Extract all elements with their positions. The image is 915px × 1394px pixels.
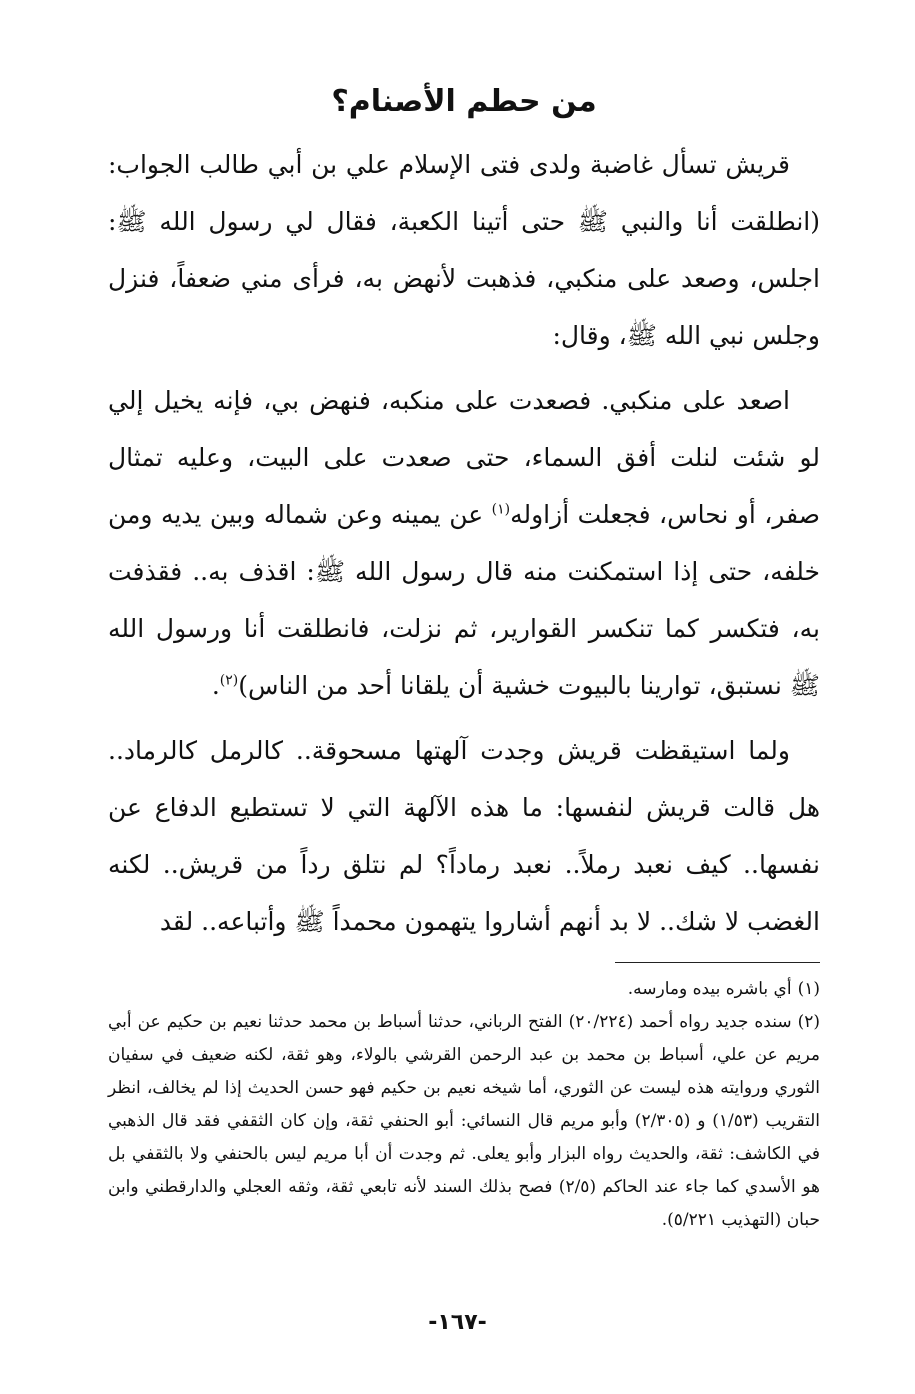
paragraph-3: ولما استيقظت قريش وجدت آلهتها مسحوقة.. كالرمل كالرماد.. هل قالت قريش لنفسها: ما هذه الآلهة التي لا تستطيع الدفاع عن نفسها.. كيف نعبد رملاً.. نعبد رماداً؟ لم نتلق رداً من قريش.. لكنه الغضب لا شك.. لا بد أنهم أشاروا يتهمون محمداً ﷺ وأتباعه.. لقد [108,736,820,936]
page-title: من حطم الأصنام؟ [331,84,597,119]
footnote-1 [108,973,820,1006]
paragraph-2-part-b: عن يمينه وعن شماله وبين يديه ومن خلفه، حتى إذا استمكنت منه قال رسول الله ﷺ: اقذف به.. فقذفت به، فتكسر كما تنكسر القوارير، ثم نزلت، فانطلقت أنا ورسول الله ﷺ نستبق، توارينا بالبيوت خشية أن يلقانا أحد من الناس) [108,500,820,700]
paragraph-2-part-a: اصعد على منكبي. فصعدت على منكبه، فنهض بي، فإنه يخيل إلي لو شئت لنلت أفق السماء، حتى صعدت على البيت، وعليه تمثال صفر، أو نحاس، فجعلت أزاوله [108,386,820,529]
footnote-mark-1: (١) [491,501,511,518]
footnote-2 [108,1006,820,1237]
footnote-2-text: سنده جديد رواه أحمد (٢٠/٢٢٤) الفتح الرباني، حدثنا أسباط بن محمد حدثنا نعيم بن حكيم عن أبي مريم عن علي، أسباط بن محمد بن عبد الرحمن القرشي بالولاء، وهو ثقة، لكنه ضعيف في سفيان الثوري وروايته هذه ليست عن الثوري، أما شيخه نعيم بن حكيم فهو حسن الحديث إذا لم يخالف، انظر التقريب (١/٥٣) و (٢/٣٠٥) وأبو مريم قال النسائي: أبو الحنفي ثقة، وإن كان الثقفي فقد قال الذهبي في الكاشف: ثقة، والحديث رواه البزار وأبو يعلى. ثم وجدت أن أبا مريم ليس بالحنفي ولا بالثقفي بل هو الأسدي كما جاء عند الحاكم (٢/٥) فصح بذلك السند لأنه تابعي ثقة، وثقه العجلي والدارقطني وابن حبان (التهذيب ٥/٢٢١). [108,1012,821,1230]
footnote-mark-2: (٢) [219,672,239,689]
page-body [108,78,820,1237]
paragraph-1: قريش تسأل غاضبة ولدى فتى الإسلام علي بن أبي طالب الجواب: (انطلقت أنا والنبي ﷺ حتى أتينا الكعبة، فقال لي رسول الله ﷺ: اجلس، وصعد على منكبي، فذهبت لأنهض به، فرأى مني ضعفاً، فنزل وجلس نبي الله ﷺ، وقال: [108,150,820,350]
footnote-2-number: (٢) [797,1012,820,1032]
footnote-1-number: (١) [797,979,820,999]
footnote-divider [615,962,820,963]
page-number: -١٦٧- [428,1310,487,1335]
paragraph-2-end: . [211,671,220,700]
footnote-1-text: أي باشره بيده ومارسه. [627,979,792,999]
paragraph-2 [108,372,820,714]
